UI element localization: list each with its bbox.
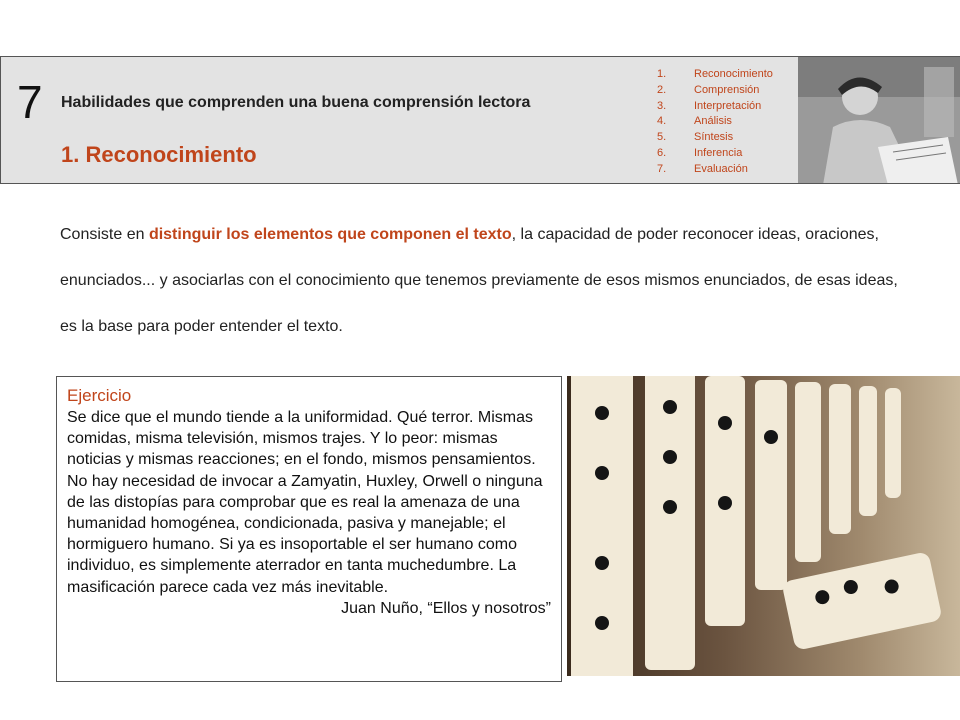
skills-list-item: 5. Síntesis (657, 131, 734, 144)
student-photo (798, 56, 960, 184)
fallen-domino-tile (781, 551, 942, 651)
exercise-title: Ejercicio (67, 386, 132, 405)
domino-tile (705, 376, 745, 626)
header-title: Habilidades que comprenden una buena comprensión lectora (61, 94, 531, 111)
intro-text-end: , la capacidad de poder reconocer ideas, oraciones, enunciados... y asociarlas con el conocimiento que tenemos previamente de esos mismos enunciados, de esas ideas, es la base para poder entender el texto. (60, 226, 898, 335)
intro-highlight: distinguir los elementos que componen el texto (148, 226, 512, 243)
skills-list (657, 67, 773, 178)
definition-paragraph (60, 212, 900, 350)
skills-list-item: 1. Reconocimiento (657, 68, 773, 80)
skills-list-item: 4. Análisis (657, 115, 732, 128)
skills-list-item: 7. Evaluación (657, 162, 748, 175)
domino-tile (795, 382, 821, 562)
exercise-box (56, 376, 562, 682)
slide-header (0, 56, 798, 184)
domino-tile (755, 380, 787, 590)
section-title: 1. Reconocimiento (61, 142, 257, 167)
student-illustration (798, 57, 960, 184)
domino-tile (885, 388, 901, 498)
domino-tile (571, 376, 633, 676)
intro-text-start: Consiste en (60, 226, 149, 243)
dominoes-photo (567, 376, 960, 676)
exercise-text: Se dice que el mundo tiende a la uniformidad. Qué terror. Mismas comidas, misma televisión, mismos trajes. Y lo peor: mismas noticias y mismas reacciones; en el fondo, mismos pensamientos. No hay necesidad de invocar a Zamyatin, Huxley, Orwell o ninguna de las distopías para comprobar que es real la amenaza de una humanidad homogénea, condicionada, pasiva y manejable; el hormiguero humano. Si ya es insoportable el ser humano como individuo, es simplemente aterrador en tanta muchedumbre. La masificación parece cada vez más inevitable. (67, 409, 543, 596)
skills-list-item: 3. Interpretación (657, 99, 762, 112)
slide-number: 7 (17, 76, 43, 128)
exercise-source: Juan Nuño, “Ellos y nosotros” (341, 599, 551, 617)
domino-tile (859, 386, 877, 516)
domino-tile (645, 376, 695, 670)
skills-list-item: 6. Inferencia (657, 146, 743, 159)
skills-list-item: 2. Comprensión (657, 83, 760, 96)
domino-tile (829, 384, 851, 534)
